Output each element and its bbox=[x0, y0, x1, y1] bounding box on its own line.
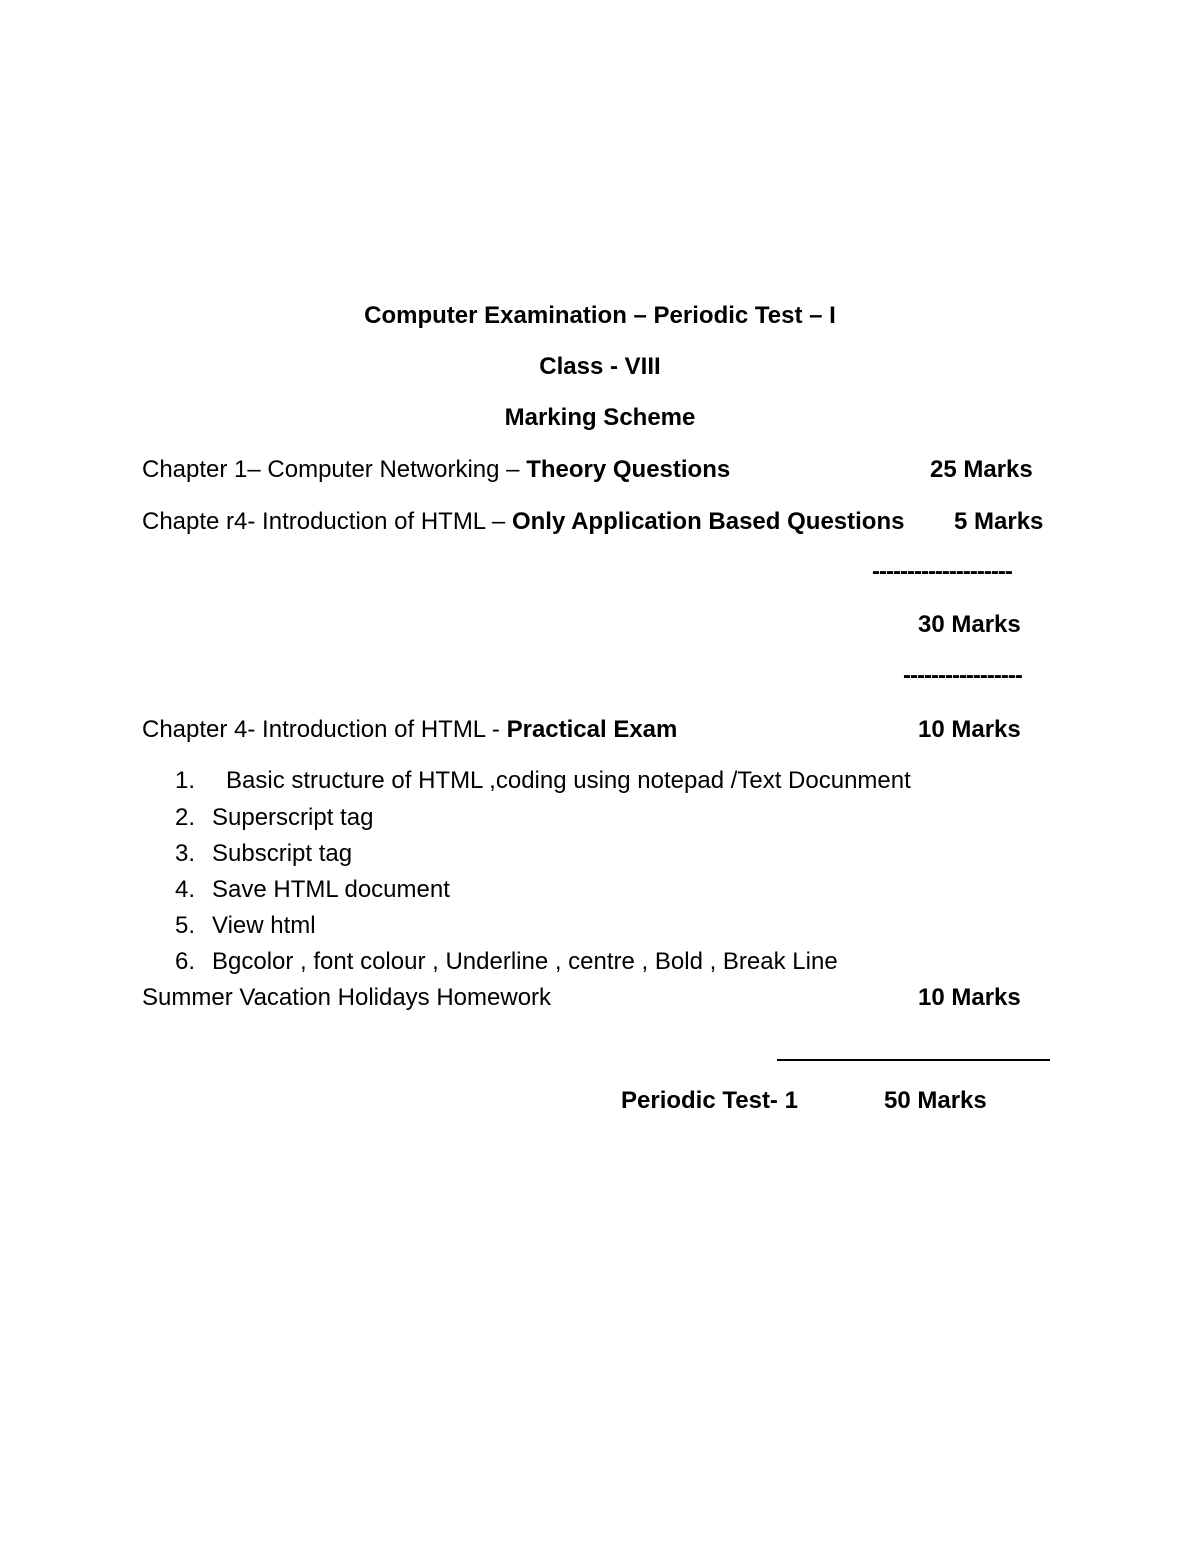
homework-marks: 10 Marks bbox=[918, 984, 1021, 1011]
list-item: Save HTML document bbox=[212, 876, 450, 903]
total-label: Periodic Test- 1 bbox=[621, 1087, 798, 1114]
list-item: View html bbox=[212, 912, 316, 939]
chapter1-bold: Theory Questions bbox=[526, 456, 731, 483]
chapter1-marks: 25 Marks bbox=[930, 456, 1033, 483]
chapter4-application-bold: Only Application Based Questions bbox=[511, 508, 905, 535]
chapter4-application-text: Chapte r4- Introduction of HTML – bbox=[142, 508, 512, 535]
total-marks: 50 Marks bbox=[884, 1087, 987, 1114]
total-rule bbox=[777, 1059, 1050, 1061]
chapter4-practical-text: Chapter 4- Introduction of HTML - bbox=[142, 716, 507, 743]
chapter4-application-row bbox=[142, 510, 904, 534]
dash-separator-1: -------------------- bbox=[872, 560, 1012, 584]
list-item: Basic structure of HTML ,coding using notepad /Text Docunment bbox=[226, 767, 911, 794]
class-label: Class - VIII bbox=[539, 353, 661, 380]
exam-title: Computer Examination – Periodic Test – I bbox=[364, 302, 836, 329]
marking-scheme-heading: Marking Scheme bbox=[504, 404, 696, 431]
dash-separator-2: ----------------- bbox=[903, 664, 1022, 688]
chapter1-row bbox=[142, 458, 730, 482]
list-number: 6. bbox=[175, 948, 196, 975]
chapter4-practical-bold: Practical Exam bbox=[506, 716, 678, 743]
list-number: 5. bbox=[175, 912, 196, 939]
chapter1-text: Chapter 1– Computer Networking – bbox=[142, 456, 527, 483]
list-number: 4. bbox=[175, 876, 196, 903]
list-item: Bgcolor , font colour , Underline , centre , Bold , Break Line bbox=[212, 948, 838, 975]
list-item: Superscript tag bbox=[212, 804, 374, 831]
list-item: Subscript tag bbox=[212, 840, 353, 867]
subtotal-marks: 30 Marks bbox=[918, 611, 1021, 638]
chapter4-practical-marks: 10 Marks bbox=[918, 716, 1021, 743]
homework-text: Summer Vacation Holidays Homework bbox=[142, 984, 552, 1011]
list-number: 2. bbox=[175, 804, 196, 831]
list-number: 1. bbox=[175, 767, 196, 794]
list-number: 3. bbox=[175, 840, 196, 867]
chapter4-practical-row bbox=[142, 718, 677, 742]
chapter4-application-marks: 5 Marks bbox=[954, 508, 1044, 535]
